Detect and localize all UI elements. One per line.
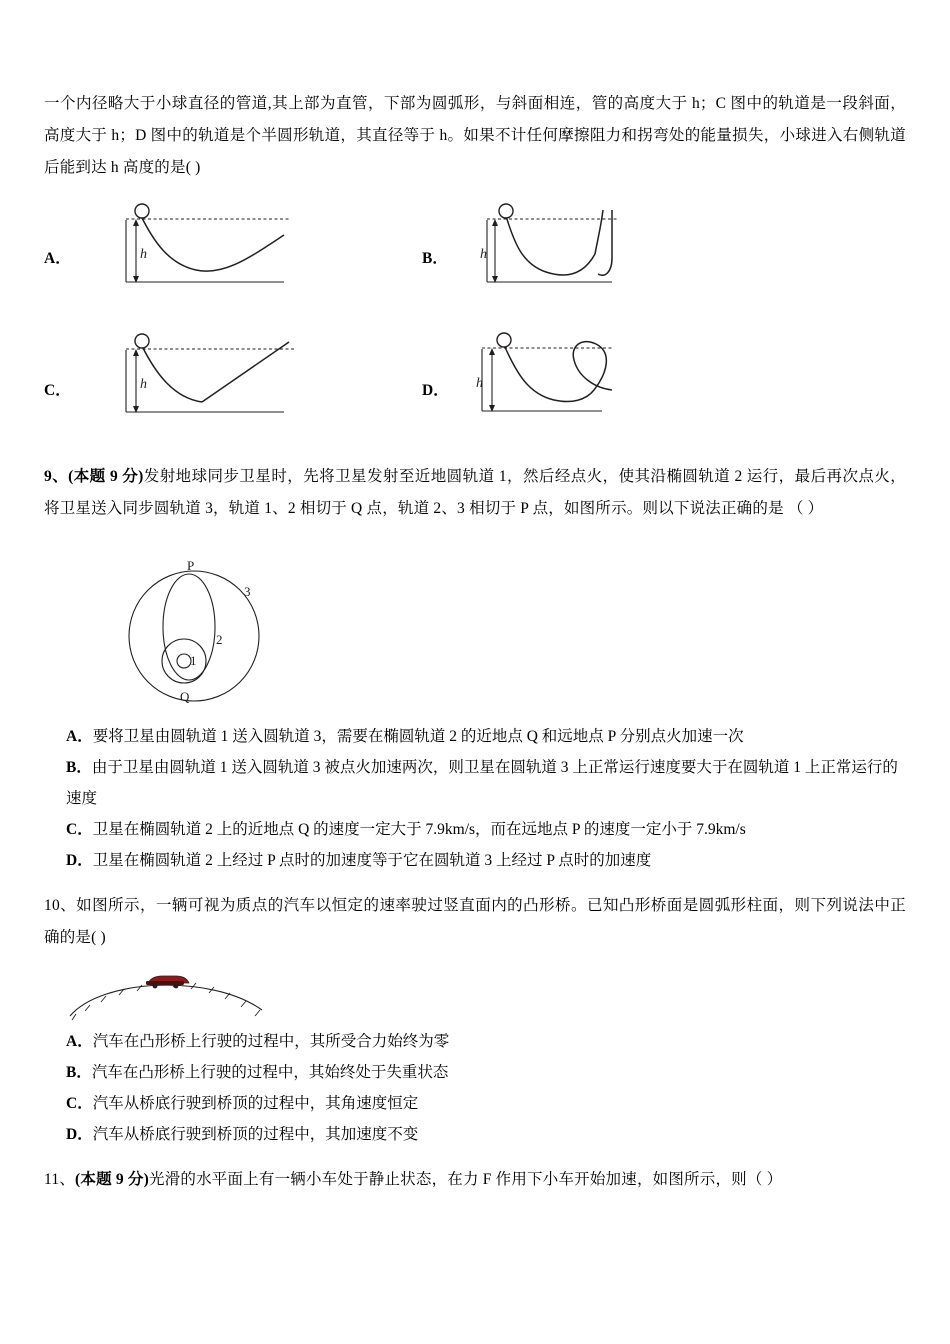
question-10-text: 如图所示，一辆可视为质点的汽车以恒定的速率驶过竖直面内的凸形桥。已知凸形桥面是圆弧形柱面，则下列说法中正确的是( ) [44, 897, 907, 946]
question-10 [44, 890, 906, 1150]
figure-label-a: A． [44, 250, 71, 267]
figure-c [84, 332, 444, 452]
question-9-figure [84, 541, 384, 721]
figure-d [462, 332, 822, 452]
page-content [44, 88, 906, 1196]
question-9-mark: (本题 9 分) [68, 468, 144, 485]
question-11 [44, 1164, 906, 1196]
question-10-option-d: D．汽车从桥底行驶到桥顶的过程中，其加速度不变 [66, 1126, 419, 1143]
figure-label-b: B． [422, 250, 448, 267]
question-10-number: 10、 [44, 897, 77, 914]
question-9-option-d: D．卫星在椭圆轨道 2 上经过 P 点时的加速度等于它在圆轨道 3 上经过 P 点时的加速度 [66, 852, 652, 869]
question-10-stem [44, 890, 906, 954]
figure-a [84, 202, 444, 322]
svg-text:h: h [140, 247, 147, 262]
figure-label-c: C． [44, 382, 71, 399]
svg-text:h: h [140, 377, 147, 392]
figure-p-label: P [187, 558, 195, 573]
figure-orbit2-label: 2 [216, 632, 223, 647]
question-10-option-b: B．汽车在凸形桥上行驶的过程中，其始终处于失重状态 [66, 1064, 449, 1081]
question-9-text: 发射地球同步卫星时，先将卫星发射至近地圆轨道 1，然后经点火，使其沿椭圆轨道 2 运行，最后再次点火，将卫星送入同步圆轨道 3，轨道 1、2 相切于 Q 点，轨道 2、3 相切于 P 点，如图所示。则以下说法正确的是 （ ） [44, 468, 906, 517]
question-8-stem: 一个内径略大于小球直径的管道,其上部为直管，下部为圆弧形，与斜面相连，管的高度大于 h；C 图中的轨道是一段斜面，高度大于 h；D 图中的轨道是个半圆形轨道，其直径等于 h。如果不计任何摩擦阻力和拐弯处的能量损失，小球进入右侧轨道后能到达 h 高度的是( ) [44, 95, 906, 176]
svg-text:h: h [480, 247, 487, 262]
question-9-number: 9、 [44, 468, 69, 485]
question-8-figures [44, 202, 906, 447]
question-9-option-b: B．由于卫星由圆轨道 1 送入圆轨道 3 被点火加速两次，则卫星在圆轨道 3 上正常运行速度要大于在圆轨道 1 上正常运行的速度 [66, 759, 898, 807]
question-11-number: 11、 [44, 1171, 76, 1188]
question-10-option-a: A．汽车在凸形桥上行驶的过程中，其所受合力始终为零 [66, 1033, 450, 1050]
figure-orbit1-label: 1 [190, 653, 197, 668]
figure-q-label: Q [180, 689, 190, 704]
question-11-text: 光滑的水平面上有一辆小车处于静止状态，在力 F 作用下小车开始加速，如图所示，则（ ） [148, 1171, 783, 1188]
question-11-mark: (本题 9 分) [75, 1171, 149, 1188]
svg-text:h: h [476, 376, 483, 391]
question-9-option-a: A．要将卫星由圆轨道 1 送入圆轨道 3，需要在椭圆轨道 2 的近地点 Q 和远地点 P 分别点火加速一次 [66, 728, 744, 745]
question-9-option-c: C．卫星在椭圆轨道 2 上的近地点 Q 的速度一定大于 7.9km/s，而在远地点 P 的速度一定小于 7.9km/s [66, 821, 746, 838]
question-9-stem [44, 461, 906, 525]
question-10-option-c: C．汽车从桥底行驶到桥顶的过程中，其角速度恒定 [66, 1095, 419, 1112]
question-9 [44, 461, 906, 876]
question-11-stem [44, 1164, 906, 1196]
question-10-figure [62, 964, 292, 1026]
figure-orbit3-label: 3 [244, 584, 251, 599]
figure-b [462, 202, 822, 322]
figure-label-d: D． [422, 382, 449, 399]
